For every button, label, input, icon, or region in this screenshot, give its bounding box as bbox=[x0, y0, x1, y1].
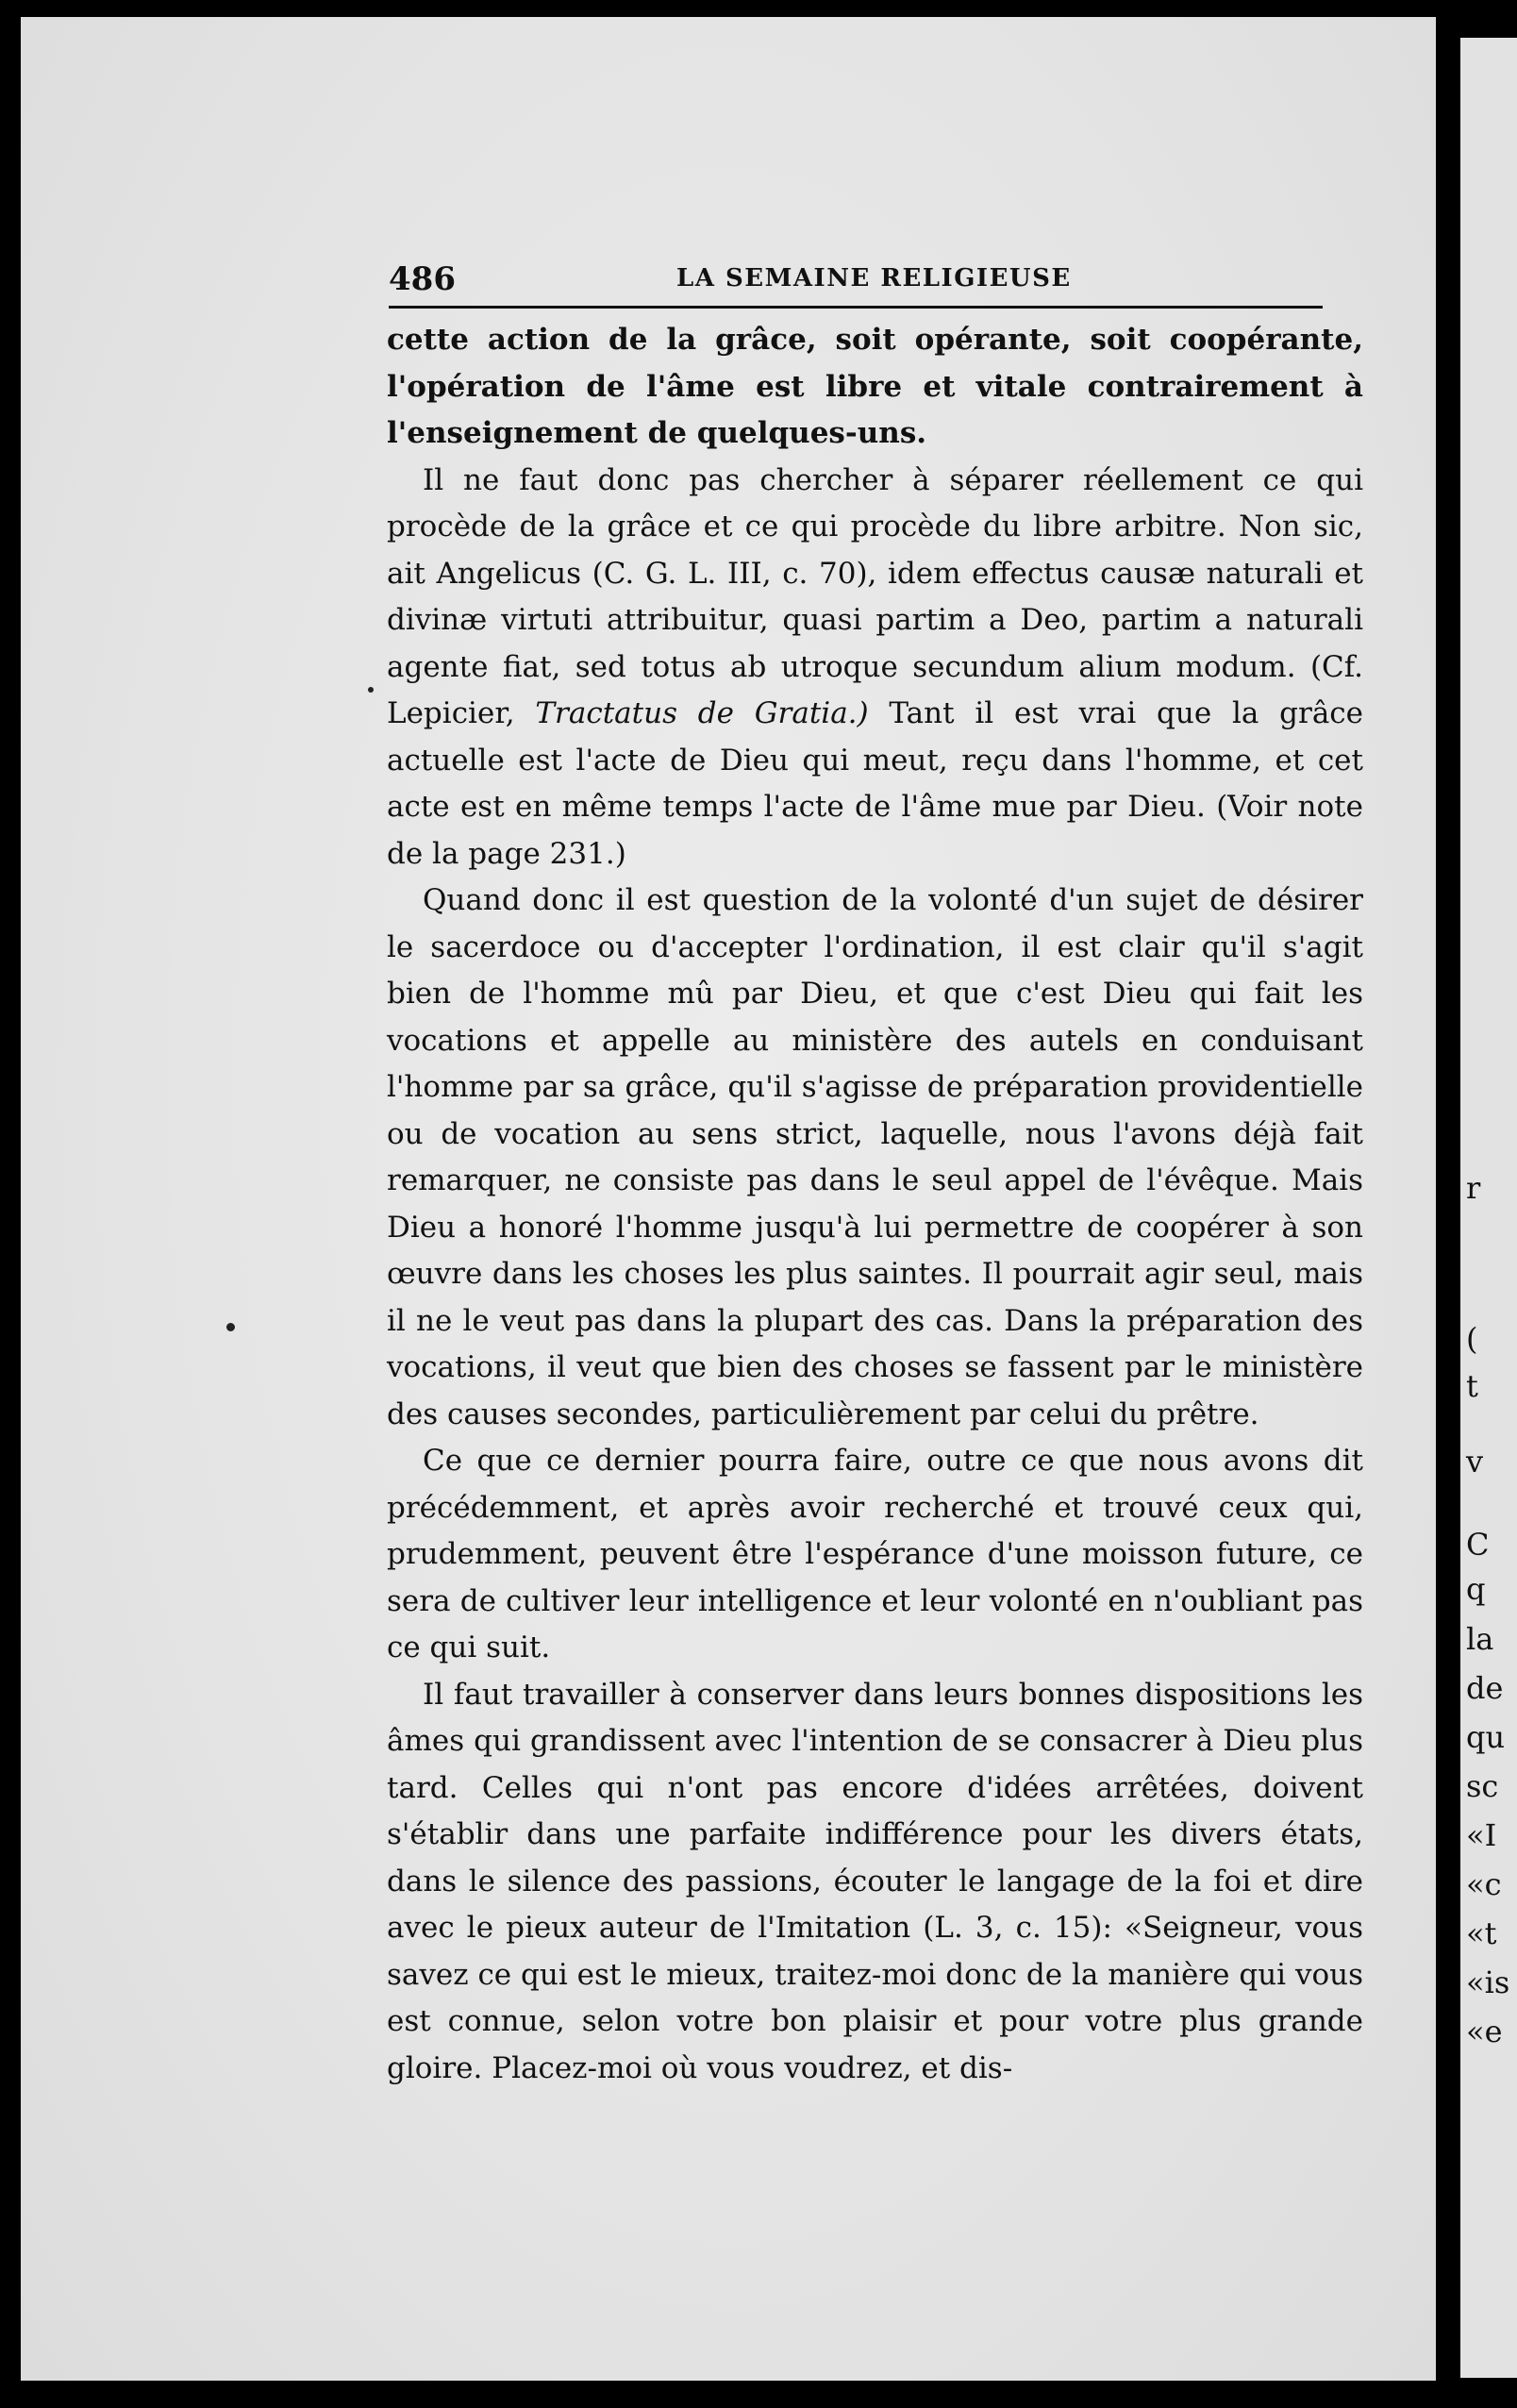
adjacent-page-fragment: v bbox=[1466, 1444, 1484, 1480]
paragraph-4: Ce que ce dernier pourra faire, outre ce que nous avons dit précédemment, et après avoir recherché et trouvé ceux qui, prudemment, peuvent être l'espérance d'une moisson future, ce sera de cultiver leur intelligence et leur volonté en n'oubliant pas ce qui suit. bbox=[387, 1444, 1363, 1664]
adjacent-page-fragment: C bbox=[1466, 1527, 1490, 1563]
scan-speck bbox=[368, 687, 374, 693]
scan-speck bbox=[226, 1323, 235, 1331]
adjacent-page-fragment: q bbox=[1466, 1571, 1486, 1607]
header-rule bbox=[389, 306, 1323, 309]
paragraph-2-text-b: Tant il est vrai que la grâce actuelle est l'acte de Dieu qui meut, reçu dans l'homme, et cet acte est en même temps l'acte de l'âme mue par Dieu. (Voir note de la page 231.) bbox=[387, 696, 1364, 871]
document-page bbox=[21, 17, 1436, 2381]
paragraph-5: Il faut travailler à conserver dans leurs bonnes dispositions les âmes qui grandissent avec l'intention de se consacrer à Dieu plus tard. Celles qui n'ont pas encore d'idées arrêtées, doivent s'établir dans une parfaite indifférence pour les divers états, dans le silence des passions, écouter le langage de la foi et dire avec le pieux auteur de l'Imitation (L. 3, c. 15): «Seigneur, vous savez ce qui est le mieux, traitez-moi donc de la manière qui vous est connue, selon votre bon plaisir et pour votre plus grande gloire. Placez-moi où vous voudrez, et dis- bbox=[387, 1677, 1363, 2085]
adjacent-page-fragment: r bbox=[1466, 1170, 1481, 1206]
adjacent-page-fragment: ( bbox=[1466, 1321, 1478, 1357]
paragraph-2-text-a: Il ne faut donc pas chercher à séparer réellement ce qui procède de la grâce et ce qui procède du libre arbitre. Non sic, ait Angelicus (C. G. L. III, c. 70), idem effectus causæ naturali et divinæ virtuti attribuitur, quasi partim a Deo, partim a naturali agente fiat, sed totus ab utroque secundum alium modum. (Cf. Lepicier, bbox=[387, 462, 1363, 730]
adjacent-page-fragment: «e bbox=[1466, 2014, 1503, 2049]
adjacent-page-fragment: de bbox=[1466, 1670, 1504, 1706]
body-text bbox=[387, 317, 1363, 2092]
adjacent-page-fragment: sc bbox=[1466, 1768, 1499, 1804]
adjacent-page-fragment: la bbox=[1466, 1621, 1494, 1657]
adjacent-page-fragment: «t bbox=[1466, 1915, 1497, 1951]
adjacent-page-fragment: qu bbox=[1466, 1719, 1506, 1755]
paragraph-3: Quand donc il est question de la volonté d'un sujet de désirer le sacerdoce ou d'accepter l'ordination, il est clair qu'il s'agit bien de l'homme mû par Dieu, et que c'est Dieu qui fait les vocations et appelle au ministère des autels en conduisant l'homme par sa grâce, qu'il s'agisse de préparation providentielle ou de vocation au sens strict, laquelle, nous l'avons déjà fait remarquer, ne consiste pas dans le seul appel de l'évêque. Mais Dieu a honoré l'homme jusqu'à lui permettre de coopérer à son œuvre dans les choses les plus saintes. Il pourrait agir seul, mais il ne le veut pas dans la plupart des cas. Dans la préparation des vocations, il veut que bien des choses se fassent par le ministère des causes secondes, particulièrement par celui du prêtre. bbox=[387, 883, 1363, 1431]
page-header bbox=[389, 260, 1332, 308]
running-title: LA SEMAINE RELIGIEUSE bbox=[676, 264, 1072, 293]
adjacent-page-fragment: «I bbox=[1466, 1817, 1497, 1853]
adjacent-page-fragment: t bbox=[1466, 1368, 1478, 1404]
paragraph-2 bbox=[387, 458, 1363, 878]
paragraph-1: cette action de la grâce, soit opérante, soit coopérante, l'opération de l'âme est libre et vitale contrairement à l'enseignement de quelques-uns. bbox=[387, 323, 1363, 450]
adjacent-page-fragment: «is bbox=[1466, 1965, 1510, 2000]
paragraph-2-italic-title: Tractatus de Gratia.) bbox=[535, 696, 869, 730]
page-number: 486 bbox=[389, 260, 456, 298]
adjacent-page-edge bbox=[1460, 38, 1517, 2378]
adjacent-page-fragment: «c bbox=[1466, 1866, 1502, 1902]
